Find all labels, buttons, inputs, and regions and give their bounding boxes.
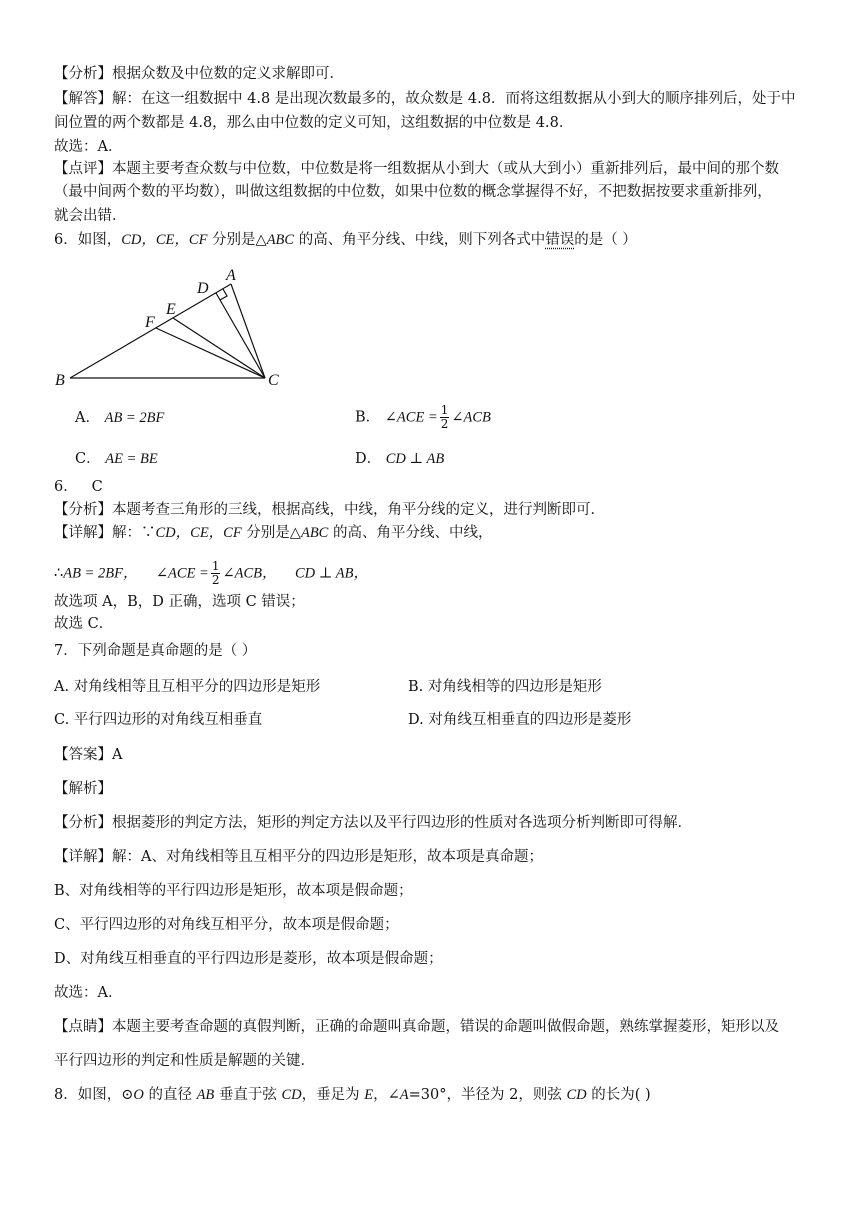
q6-stem: 6．如图，CD，CE，CF 分别是△ABC 的高、角平分线、中线，则下列各式中错误的是（ ） — [54, 232, 637, 248]
label-f: F — [145, 314, 155, 331]
segment-cd — [216, 293, 265, 378]
q7-stem: 7．下列命题是真命题的是（ ） — [54, 643, 257, 659]
q7-comment-line1: 【点睛】本题主要考查命题的真假判断，正确的命题叫真命题，错误的命题叫做假命题，熟练掌握菱形，矩形以及 — [54, 1019, 779, 1035]
fraction: $\frac{1}{2}$ — [211, 559, 220, 587]
q7-answer: 【答案】A — [54, 747, 123, 763]
q5-comment-line2: （最中间两个数的平均数），叫做这组数据的中位数，如果中位数的概念掌握得不好，不把数据按要求重新排列， — [54, 184, 772, 200]
q8-stem: 8．如图，⊙O 的直径 AB 垂直于弦 CD，垂足为 E，∠A=30°，半径为 2，则弦 CD 的长为( ) — [54, 1087, 651, 1103]
q5-answer-line2: 间位置的两个数都是 4.8，那么由中位数的定义可知，这组数据的中位数是 4.8． — [54, 115, 574, 131]
q7-comment-line2: 平行四边形的判定和性质是解题的关键． — [54, 1053, 315, 1069]
segment-ce — [173, 318, 265, 378]
q6-option-a: A． AB = 2BF — [75, 410, 165, 426]
q5-analysis: 【分析】根据众数及中位数的定义求解即可． — [54, 66, 344, 82]
q7-detail: 【详解】解：A、对角线相等且互相平分的四边形是矩形，故本项是真命题； — [54, 849, 543, 865]
q6-analysis: 【分析】本题考查三角形的三线，根据高线，中线，角平分线的定义，进行判断即可． — [54, 502, 605, 518]
q6-option-c: C． AE = BE — [75, 451, 158, 467]
q6-therefore-line: ∴AB = 2BF， ∠ACE = $\frac{1}{2}$ ∠ACB， CD ⊥ AB， — [54, 559, 368, 587]
q5-answer-line1: 【解答】解：在这一组数据中 4.8 是出现次数最多的，故众数是 4.8．而将这组数据从小到大的顺序排列后，处于中 — [54, 91, 796, 107]
q5-choice: 故选：A． — [54, 139, 123, 155]
q7-line-d: D、对角线互相垂直的平行四边形是菱形，故本项是假命题； — [54, 951, 443, 967]
label-d: D — [197, 280, 209, 297]
q6-option-d: D． CD ⊥ AB — [355, 451, 445, 467]
q5-comment-line1: 【点评】本题主要考查众数与中位数，中位数是将一组数据从小到大（或从大到小）重新排列后，最中间的那个数 — [54, 161, 779, 177]
q7-choice: 故选：A． — [54, 985, 123, 1001]
fraction: $\frac{1}{2}$ — [440, 403, 449, 431]
q7-option-c: C. 平行四边形的对角线互相垂直 — [54, 712, 263, 728]
q6-conclusion: 故选项 A，B，D 正确，选项 C 错误； — [54, 594, 305, 610]
q6-detail: 【详解】解：∵CD，CE，CF 分别是△ABC 的高、角平分线、中线， — [54, 525, 493, 541]
q5-comment-line3: 就会出错． — [54, 208, 127, 224]
label-a: A — [226, 267, 236, 284]
segment-ba — [70, 284, 231, 378]
q7-option-d: D. 对角线互相垂直的四边形是菱形 — [408, 712, 632, 728]
segment-cf — [156, 328, 265, 378]
label-c: C — [268, 372, 279, 389]
q7-line-b: B、对角线相等的平行四边形是矩形，故本项是假命题； — [54, 883, 413, 899]
q7-jiexi: 【解析】 — [54, 781, 112, 797]
emphasis-text: 错误 — [545, 232, 575, 248]
segment-ca — [231, 284, 265, 378]
q6-choice: 故选 C． — [54, 616, 114, 632]
q7-analysis: 【分析】根据菱形的判定方法，矩形的判定方法以及平行四边形的性质对各选项分析判断即可得解． — [54, 815, 692, 831]
q7-option-b: B. 对角线相等的四边形是矩形 — [408, 679, 602, 695]
q6-answer: 6． C — [54, 479, 103, 495]
q6-option-b: B． ∠ACE = $\frac{1}{2}$ ∠ACB — [355, 403, 491, 431]
triangle-figure — [50, 262, 290, 392]
q7-option-a: A. 对角线相等且互相平分的四边形是矩形 — [54, 679, 321, 695]
q7-line-c: C、平行四边形的对角线互相平分，故本项是假命题； — [54, 917, 399, 933]
label-e: E — [166, 301, 176, 318]
label-b: B — [55, 372, 65, 389]
right-angle-mark — [220, 289, 227, 300]
